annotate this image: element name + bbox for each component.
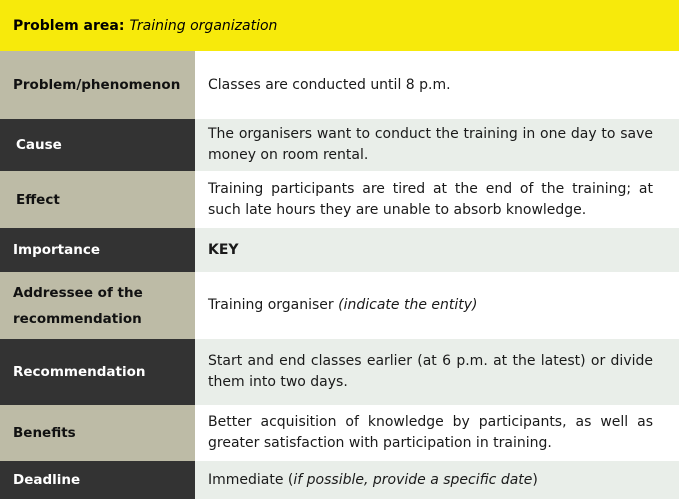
row-label-problem: Problem/phenomenon (0, 51, 195, 119)
row-value-addressee: Training organiser (208, 297, 334, 313)
row-value-benefits: Better acquisition of knowledge by participants, as well as greater satisfaction with participation in training. (195, 405, 679, 461)
table-row-benefits (0, 405, 679, 461)
problem-area-label: Problem area: (13, 17, 125, 34)
row-label-cause: Cause (0, 119, 195, 171)
row-value-deadline: Immediate ( (208, 471, 294, 488)
table-row-effect (0, 171, 679, 228)
row-value-addressee-cell (195, 272, 679, 339)
row-value-recommendation: Start and end classes earlier (at 6 p.m. at the latest) or divide them into two days. (195, 339, 679, 405)
row-value-importance-cell (195, 228, 679, 272)
table-row-importance (0, 228, 679, 272)
row-label-effect: Effect (0, 171, 195, 228)
row-value-deadline-note: if possible, provide a specific date (293, 471, 533, 488)
row-value-cause: The organisers want to conduct the training in one day to save money on room rental. (195, 119, 679, 171)
table-row-recommendation (0, 339, 679, 405)
row-value-effect: Training participants are tired at the end of the training; at such late hours they are unable to absorb knowledge. (195, 171, 679, 228)
row-label-benefits: Benefits (0, 405, 195, 461)
problem-area-value: Training organization (129, 17, 278, 34)
row-value-importance: KEY (208, 241, 239, 258)
row-label-deadline: Deadline (0, 461, 195, 499)
row-label-recommendation: Recommendation (0, 339, 195, 405)
row-label-addressee: Addressee of the recommendation (0, 272, 195, 339)
table-row-cause (0, 119, 679, 171)
table-row-addressee (0, 272, 679, 339)
problem-area-header (0, 0, 679, 51)
table-row-problem (0, 51, 679, 119)
table-row-deadline (0, 461, 679, 499)
row-value-problem: Classes are conducted until 8 p.m. (195, 51, 679, 119)
row-label-importance: Importance (0, 228, 195, 272)
row-value-addressee-note: (indicate the entity) (338, 297, 478, 313)
row-value-deadline-end: ) (532, 471, 538, 488)
row-value-deadline-cell (195, 461, 679, 499)
